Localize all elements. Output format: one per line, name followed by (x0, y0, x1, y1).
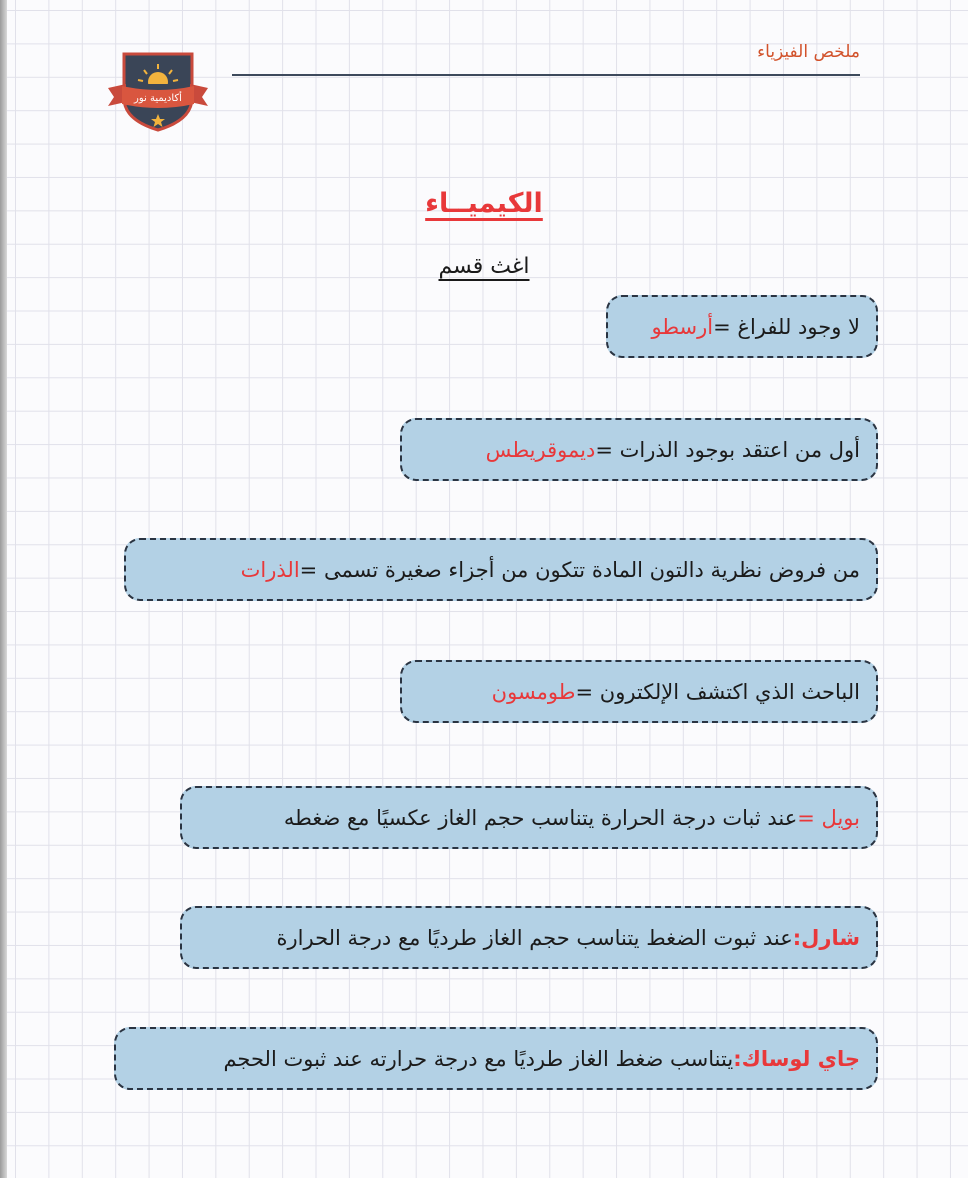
fact-box (400, 418, 878, 481)
logo-text: أكاديمية نور (134, 93, 182, 104)
fact-answer: ديموقريطس (485, 437, 596, 462)
fact-answer: طومسون (491, 679, 576, 704)
fact-answer: الذرات (240, 557, 300, 582)
law-name: بويل = (797, 805, 860, 830)
fact-box (124, 538, 878, 601)
fact-box (180, 906, 878, 969)
page-subtitle-text: اغث قسم (438, 254, 530, 279)
academy-logo-icon (106, 48, 210, 134)
page-edge-shadow (0, 0, 7, 1200)
page-title-text: الكيميــاء (425, 188, 543, 219)
page-bottom-margin (0, 1178, 968, 1200)
fact-text: من فروض نظرية دالتون المادة تتكون من أجزاء صغيرة تسمى = (299, 557, 860, 582)
fact-text: عند ثبوت الضغط يتناسب حجم الغاز طرديًا مع درجة الحرارة (276, 925, 793, 950)
header-divider (232, 74, 860, 76)
fact-text: عند ثبات درجة الحرارة يتناسب حجم الغاز عكسيًا مع ضغطه (283, 805, 798, 830)
law-name: جاي لوساك: (733, 1046, 860, 1071)
fact-text: يتناسب ضغط الغاز طرديًا مع درجة حرارته عند ثبوت الحجم (223, 1046, 734, 1071)
page-subtitle (0, 254, 968, 279)
fact-text: أول من اعتقد بوجود الذرات = (595, 437, 860, 462)
fact-text: الباحث الذي اكتشف الإلكترون = (575, 679, 860, 704)
fact-text: لا وجود للفراغ = (713, 314, 860, 339)
fact-box (114, 1027, 878, 1090)
fact-answer: أرسطو (651, 314, 714, 339)
page-title (0, 188, 968, 219)
law-name: شارل: (792, 925, 860, 950)
fact-box (606, 295, 878, 358)
header-title: ملخص الفيزياء (757, 42, 860, 62)
fact-box (400, 660, 878, 723)
fact-box (180, 786, 878, 849)
